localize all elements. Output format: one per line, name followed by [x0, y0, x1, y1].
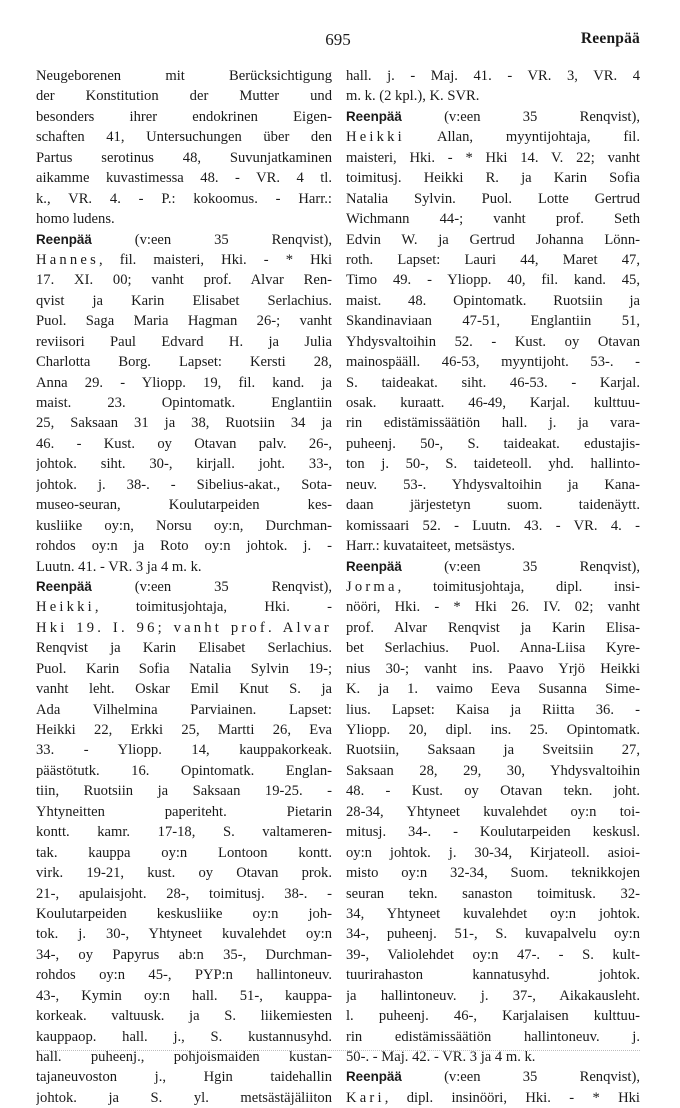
text-line: Partus serotinus 48, Suvunjatkaminen	[36, 149, 332, 166]
text-line: Hannes, fil. maisteri, Hki. - * Hki	[36, 251, 332, 268]
text-line: kusliike oy:n, Norsu oy:n, Durchman-	[36, 517, 332, 534]
text-line: Heikki 22, Erkki 25, Martti 26, Eva	[36, 722, 332, 738]
text-line: Ada Vilhelmina Parviainen. Lapset:	[36, 701, 332, 718]
text-line: hall. j. - Maj. 41. - VR. 3, VR. 4	[346, 68, 640, 84]
text-line: johtok. siht. 30-, kirjall. joht. 33-,	[36, 456, 332, 473]
text-line: virk. 19-21, kust. oy Otavan prok.	[36, 865, 332, 882]
text-line: 46. - Kust. oy Otavan palv. 26-,	[36, 435, 332, 452]
text-line: Jorma, toimitusjohtaja, dipl. insi-	[346, 578, 640, 595]
text-line: rin edistämissäätiön hallintoneuv. j.	[346, 1028, 640, 1045]
text-line: hall. puheenj., pohjoismaiden kustan-	[36, 1049, 332, 1065]
text-line: osak. kuraatt. 46-49, Karjal. kulttuu-	[346, 395, 640, 411]
text-line: Renqvist ja Karin Elisabet Serlachius.	[36, 640, 332, 657]
text-line: roth. Lapset: Lauri 44, Maret 47,	[346, 251, 640, 268]
text-line: tak. kauppa oy:n Lontoon kontt.	[36, 844, 332, 861]
text-line: neuv. 53-. Yhdysvaltoihin ja Kana-	[346, 476, 640, 493]
text-line: 33. - Yliopp. 14, kauppakorkeak.	[36, 742, 332, 759]
text-line: nius 30-; vanht ins. Paavo Yrjö Heikki	[346, 660, 640, 677]
entry-headword: Reenpää	[346, 108, 402, 124]
text-line: Charlotta Borg. Lapset: Kersti 28,	[36, 354, 332, 371]
text-line: Kari, dipl. insinööri, Hki. - * Hki	[346, 1089, 640, 1106]
text-line: 43-, Kymin oy:n hall. 51-, kauppa-	[36, 987, 332, 1004]
bottom-divider	[36, 1050, 640, 1051]
text-line: rohdos oy:n 45-, PYP:n hallintoneuv.	[36, 967, 332, 984]
text-line: oy:n johtok. j. 30-34, Kirjateoll. asioi-	[346, 844, 640, 861]
text-line: prof. Alvar Renqvist ja Karin Elisa-	[346, 619, 640, 636]
text-line: Yliopp. 20, dipl. ins. 25. Opintomatk.	[346, 722, 640, 738]
entry-given-name: Kari	[346, 1089, 385, 1106]
text-line: Heikki, toimitusjohtaja, Hki. -	[36, 599, 332, 616]
text-line: Edvin W. ja Gertrud Johanna Lönn-	[346, 231, 640, 248]
text-line: maist. 48. Opintomatk. Ruotsiin ja	[346, 292, 640, 309]
text-line: museo-seuran, Koulutarpeiden kes-	[36, 497, 332, 514]
text-line: komissaari 52. - Luutn. 43. - VR. 4. -	[346, 517, 640, 534]
text-line: Reenpää (v:een 35 Renqvist),	[36, 578, 332, 595]
text-line: daan järjestetyn suom. taidenäytt.	[346, 497, 640, 514]
text-line: Reenpää (v:een 35 Renqvist),	[346, 558, 640, 575]
text-line: Natalia Sylvin. Puol. Lotte Gertrud	[346, 190, 640, 207]
text-line: ton j. 50-, S. taideteoll. yhd. hallinto-	[346, 456, 640, 473]
text-line: seuran tekn. sanaston toimitusk. 32-	[346, 885, 640, 902]
entry-given-name: Hki 19. I. 96; vanht prof. Alvar	[36, 619, 332, 636]
text-line: schaften 41, Untersuchungen über den	[36, 129, 332, 146]
text-line: reviisori Paul Edvard H. ja Julia	[36, 333, 332, 350]
text-line: Reenpää (v:een 35 Renqvist),	[36, 231, 332, 248]
running-head: Reenpää	[580, 30, 640, 47]
text-line: 34, Yhtyneet kuvalehdet oy:n johtok.	[346, 905, 640, 922]
text-line: aikamme kuvastimessa 48. - VR. 4 tl.	[36, 170, 332, 187]
text-line: Heikki Allan, myyntijohtaja, fil.	[346, 129, 640, 146]
entry-headword: Reenpää	[36, 231, 92, 247]
text-line: l. puheenj. 46-, Karjalaisen kulttuu-	[346, 1008, 640, 1025]
entry-headword: Reenpää	[346, 558, 402, 574]
text-line: tiin, Ruotsiin ja Saksaan 19-25. -	[36, 783, 332, 800]
text-line: Neugeborenen mit Berücksichtigung	[36, 68, 332, 84]
text-line: 50-. - Maj. 42. - VR. 3 ja 4 m. k.	[346, 1049, 536, 1065]
text-line: Wichmann 44-; vanht prof. Seth	[346, 211, 640, 228]
entry-given-name: Heikki	[36, 599, 95, 616]
text-line: tajaneuvoston j., Hgin taidehallin	[36, 1069, 332, 1086]
text-line: misto oy:n 32-34, Suom. teknikkojen	[346, 865, 640, 882]
text-line: K. ja 1. vaimo Eeva Susanna Sime-	[346, 681, 640, 698]
text-line: bet Serlachius. Puol. Anna-Liisa Kyre-	[346, 640, 640, 657]
text-line: päästötutk. 16. Opintomatk. Englan-	[36, 762, 332, 779]
text-line: Yhdysvaltoihin 52. - Kust. oy Otavan	[346, 333, 640, 350]
text-line: 34-, puheenj. 51-, S. kuvapalvelu oy:n	[346, 926, 640, 943]
text-line: maisteri, Hki. - * Hki 14. V. 22; vanht	[346, 149, 640, 166]
left-column	[36, 66, 332, 1108]
entry-given-name: Hannes	[36, 251, 99, 268]
text-line: puheenj. 50-, S. taideakat. edustajis-	[346, 435, 640, 452]
entry-given-name: Jorma	[346, 578, 398, 595]
text-line: mitusj. 34-. - Koulutarpeiden keskusl.	[346, 824, 640, 841]
text-line: korkeak. valtuusk. ja S. liikemiesten	[36, 1008, 332, 1025]
text-line: ja hallintoneuv. j. 37-, Aikakausleht.	[346, 987, 640, 1004]
text-line: nööri, Hki. - * Hki 26. IV. 02; vanht	[346, 599, 640, 616]
text-line: Puol. Karin Sofia Natalia Sylvin 19-;	[36, 660, 332, 677]
text-line: homo ludens.	[36, 211, 115, 228]
text-line: Anna 29. - Yliopp. 19, fil. kand. ja	[36, 374, 332, 391]
text-line: kauppaop. hall. j., S. kustannusyhd.	[36, 1028, 332, 1045]
text-line: Skandinaviaan 47-51, Englantiin 51,	[346, 313, 640, 330]
right-column	[346, 66, 640, 1108]
text-line: Koulutarpeiden keskusliike oy:n joh-	[36, 905, 332, 922]
text-line: johtok. ja S. yl. metsästäjäliiton	[36, 1089, 332, 1106]
text-line: Timo 49. - Yliopp. 40, fil. kand. 45,	[346, 272, 640, 289]
text-line: lius. Lapset: Kaisa ja Riitta 36. -	[346, 701, 640, 718]
text-line: maist. 23. Opintomatk. Englantiin	[36, 395, 332, 411]
text-line	[36, 618, 332, 638]
text-line: Ruotsiin, Saksaan ja Sveitsiin 27,	[346, 742, 640, 759]
text-line: Reenpää (v:een 35 Renqvist),	[346, 1069, 640, 1086]
text-line: rohdos oy:n ja Roto oy:n johtok. j. -	[36, 538, 332, 555]
text-line: 28-34, Yhtyneet kuvalehdet oy:n toi-	[346, 803, 640, 820]
entry-given-name: Heikki	[346, 129, 405, 146]
text-line: 48. - Kust. oy Otavan tekn. joht.	[346, 783, 640, 800]
text-line: 21-, apulaisjoht. 28-, toimitusj. 38-. -	[36, 885, 332, 902]
text-line: qvist ja Karin Elisabet Serlachius.	[36, 292, 332, 309]
text-line: vanht leht. Oskar Emil Knut S. ja	[36, 681, 332, 698]
text-line: kontt. kamr. 17-18, S. valtameren-	[36, 824, 332, 841]
text-line: johtok. j. 38-. - Sibelius-akat., Sota-	[36, 476, 332, 493]
text-line: 17. XI. 00; vanht prof. Alvar Ren-	[36, 272, 332, 289]
text-line: Puol. Saga Maria Hagman 26-; vanht	[36, 313, 332, 330]
text-line: 39-, Valiolehdet oy:n 47-. - S. kult-	[346, 946, 640, 963]
text-line: Reenpää (v:een 35 Renqvist),	[346, 108, 640, 125]
text-line: tuurirahaston kannatusyhd. johtok.	[346, 967, 640, 984]
page-number: 695	[325, 30, 351, 49]
text-line: mainospääll. 46-53, myyntijoht. 53-. -	[346, 354, 640, 371]
text-line: m. k. (2 kpl.), K. SVR.	[346, 88, 480, 105]
page-header	[36, 30, 640, 52]
entry-headword: Reenpää	[36, 578, 92, 594]
text-line: tok. j. 30-, Yhtyneet kuvalehdet oy:n	[36, 926, 332, 943]
text-line: der Konstitution der Mutter und	[36, 88, 332, 105]
text-line: Luutn. 41. - VR. 3 ja 4 m. k.	[36, 558, 202, 575]
text-line: S. taideakat. siht. 46-53. - Karjal.	[346, 374, 640, 391]
entry-headword: Reenpää	[346, 1069, 402, 1085]
text-line: Yhtyneitten paperiteht. Pietarin	[36, 803, 332, 820]
text-line: Saksaan 28, 29, 30, Yhdysvaltoihin	[346, 762, 640, 779]
text-line: besonders ihrer endokrinen Eigen-	[36, 108, 332, 125]
text-line: k., VR. 4. - P.: kokoomus. - Harr.:	[36, 190, 332, 207]
text-line: 34-, oy Papyrus ab:n 35-, Durchman-	[36, 946, 332, 963]
text-line: Harr.: kuvataiteet, metsästys.	[346, 538, 515, 555]
text-line: toimitusj. Heikki R. ja Karin Sofia	[346, 170, 640, 187]
text-line: 25, Saksaan 31 ja 38, Ruotsiin 34 ja	[36, 415, 332, 432]
text-line: rin edistämissäätiön hall. j. ja vara-	[346, 415, 640, 432]
